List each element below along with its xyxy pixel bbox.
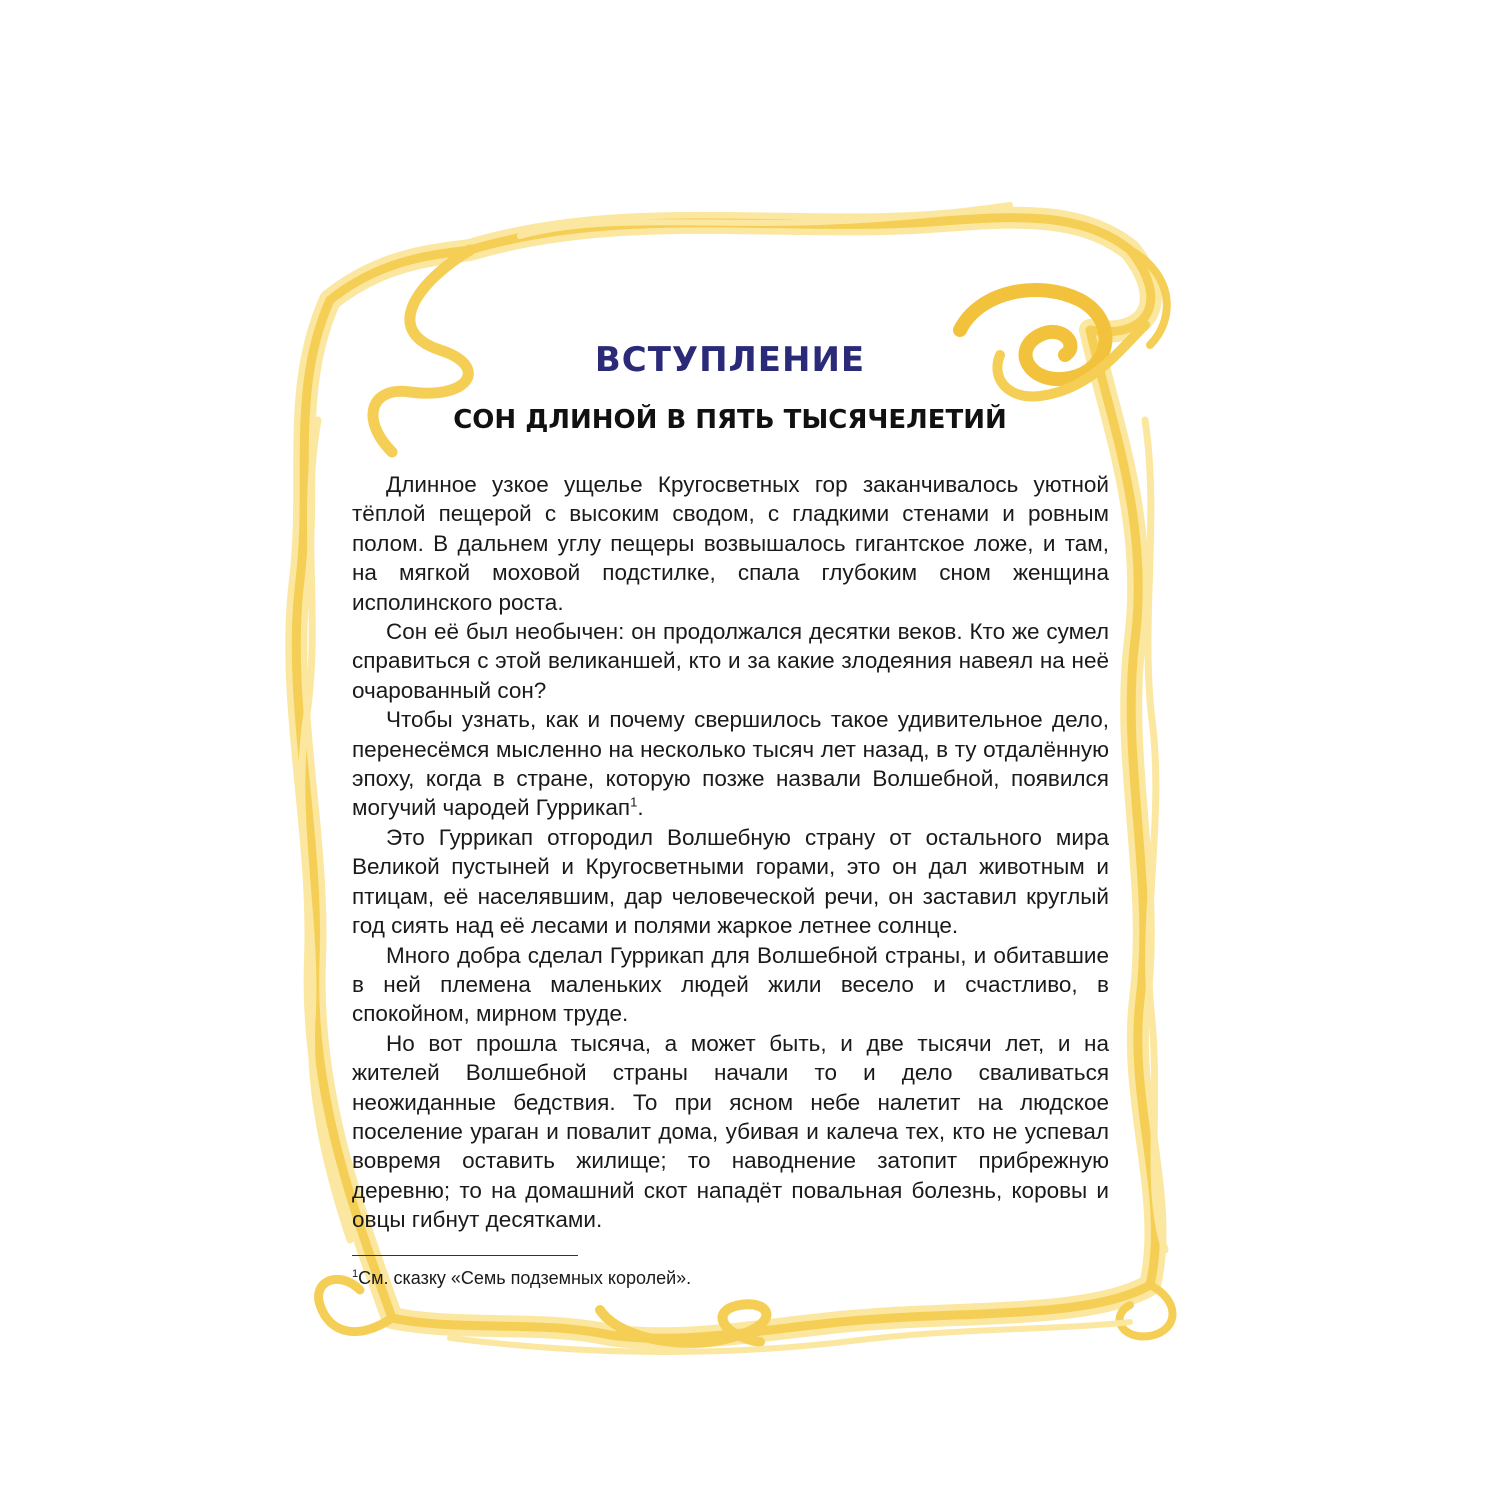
footnote-marker: 1 [352, 1268, 359, 1280]
footnote-reference[interactable]: 1 [630, 794, 638, 810]
paragraph-2: Сон её был необычен: он продолжался десятки веков. Кто же сумел справиться с этой великаншей, кто и за какие злодеяния навеял на неё очарованный сон? [352, 619, 1109, 703]
footnote-divider [352, 1255, 578, 1256]
paragraph-1: Длинное узкое ущелье Кругосветных гор заканчивалось уютной тёплой пещерой с высоким сводом, с гладкими стенами и ровным полом. В дальнем углу пещеры возвышалось гигантское ложе, и там, на мягкой моховой подстилке, спала глубоким сном женщина исполинского роста. [352, 472, 1109, 615]
footnote [352, 1268, 1109, 1289]
paragraph-3 [352, 705, 1109, 823]
paragraph-3-text: Чтобы узнать, как и почему свершилось такое удивительное дело, перенесёмся мысленно на несколько тысяч лет назад, в ту отдалённую эпоху, когда в стране, которую позже назвали Волшебной, появился могучий чародей Гуррикап [352, 707, 1109, 821]
chapter-title: ВСТУПЛЕНИЕ [594, 340, 866, 380]
paragraph-4: Это Гуррикап отгородил Волшебную страну от остального мира Великой пустыней и Кругосветными горами, это он дал животным и птицам, её населявшим, дар человеческой речи, он заставил круглый год сиять над её лесами и полями жаркое летнее солнце. [352, 824, 1109, 939]
paragraph-3-end: . [637, 795, 644, 821]
body-text [352, 470, 1109, 1235]
paragraph-5: Много добра сделал Гуррикап для Волшебной страны, и обитавшие в ней племена маленьких людей жили весело и счастливо, в спокойном, мирном труде. [352, 942, 1109, 1027]
footnote-text: См. сказку «Семь подземных королей». [358, 1268, 692, 1288]
paragraph-6: Но вот прошла тысяча, а может быть, и две тысячи лет, и на жителей Волшебной страны начали то и дело сваливаться неожиданные бедствия. То при ясном небе налетит на людское поселение ураган и повалит дома, убивая и калеча тех, кто не успевал вовремя оставить жилище; то наводнение затопит прибрежную деревню; то на домашний скот нападёт повальная болезнь, коровы и овцы гибнут десятками. [352, 1030, 1109, 1233]
chapter-subtitle: СОН ДЛИНОЙ В ПЯТЬ ТЫСЯЧЕЛЕТИЙ [453, 405, 1007, 435]
